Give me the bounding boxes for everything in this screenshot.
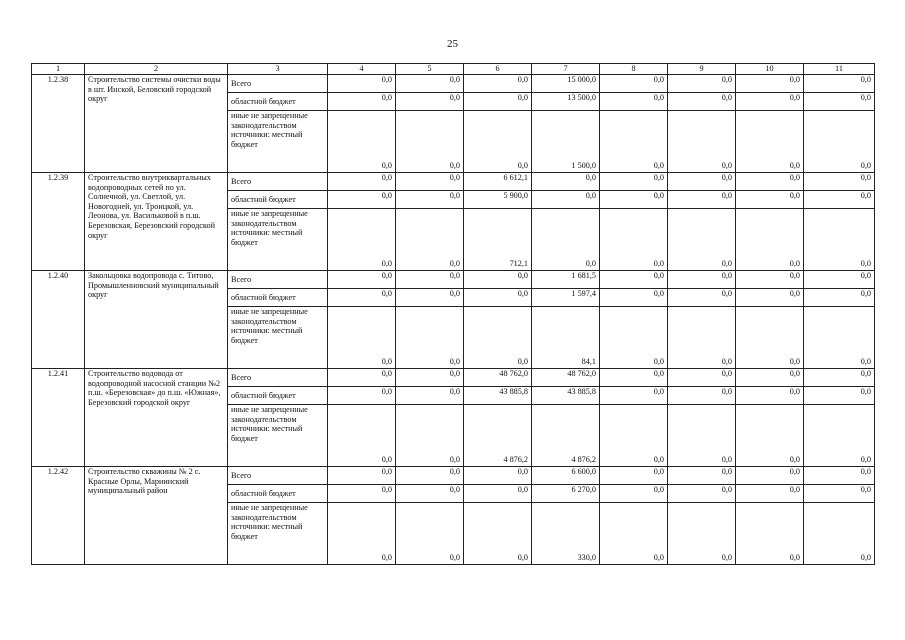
amount-cell: 0,0 [328, 271, 396, 289]
table-row [32, 271, 875, 289]
amount-cell: 0,0 [804, 503, 875, 565]
amount-cell: 0,0 [736, 209, 804, 271]
amount-cell: 0,0 [464, 467, 532, 485]
amount-cell: 0,0 [736, 289, 804, 307]
amount-cell: 0,0 [668, 75, 736, 93]
amount-cell: 0,0 [396, 289, 464, 307]
amount-cell: 0,0 [736, 485, 804, 503]
amount-cell: 0,0 [736, 111, 804, 173]
amount-cell: 0,0 [328, 111, 396, 173]
funding-source: Всего [228, 467, 328, 485]
amount-cell: 0,0 [464, 111, 532, 173]
amount-cell: 0,0 [736, 503, 804, 565]
amount-cell: 0,0 [804, 405, 875, 467]
column-number: 2 [85, 64, 228, 75]
page-number: 25 [447, 38, 458, 50]
item-code: 1.2.41 [32, 369, 85, 467]
amount-cell: 0,0 [600, 307, 668, 369]
amount-cell: 0,0 [532, 209, 600, 271]
amount-cell: 0,0 [668, 93, 736, 111]
table-row [32, 173, 875, 191]
amount-cell: 0,0 [600, 209, 668, 271]
amount-cell: 0,0 [396, 271, 464, 289]
amount-cell: 0,0 [600, 503, 668, 565]
amount-cell: 0,0 [396, 75, 464, 93]
amount-cell: 0,0 [464, 485, 532, 503]
amount-cell: 0,0 [328, 173, 396, 191]
amount-cell: 712,1 [464, 209, 532, 271]
amount-cell: 0,0 [396, 209, 464, 271]
amount-cell: 1 681,5 [532, 271, 600, 289]
amount-cell: 4 876,2 [532, 405, 600, 467]
budget-table [31, 63, 875, 565]
amount-cell: 0,0 [668, 405, 736, 467]
amount-cell: 0,0 [328, 405, 396, 467]
amount-cell: 0,0 [600, 405, 668, 467]
amount-cell: 0,0 [328, 369, 396, 387]
amount-cell: 0,0 [804, 173, 875, 191]
funding-source: иные не запрещенные законодательством источники: местный бюджет [228, 503, 328, 565]
amount-cell: 0,0 [804, 307, 875, 369]
amount-cell: 0,0 [600, 93, 668, 111]
amount-cell: 0,0 [464, 307, 532, 369]
column-number: 10 [736, 64, 804, 75]
funding-source: областной бюджет [228, 93, 328, 111]
amount-cell: 0,0 [668, 485, 736, 503]
item-code: 1.2.42 [32, 467, 85, 565]
funding-source: областной бюджет [228, 289, 328, 307]
amount-cell: 0,0 [668, 209, 736, 271]
amount-cell: 13 500,0 [532, 93, 600, 111]
amount-cell: 0,0 [804, 289, 875, 307]
amount-cell: 0,0 [396, 485, 464, 503]
amount-cell: 1 500,0 [532, 111, 600, 173]
amount-cell: 0,0 [396, 467, 464, 485]
amount-cell: 0,0 [328, 467, 396, 485]
amount-cell: 43 885,8 [464, 387, 532, 405]
amount-cell: 43 885,8 [532, 387, 600, 405]
column-number: 9 [668, 64, 736, 75]
amount-cell: 0,0 [328, 289, 396, 307]
amount-cell: 0,0 [328, 485, 396, 503]
amount-cell: 6 612,1 [464, 173, 532, 191]
item-code: 1.2.40 [32, 271, 85, 369]
amount-cell: 0,0 [600, 467, 668, 485]
funding-source: областной бюджет [228, 485, 328, 503]
amount-cell: 0,0 [396, 173, 464, 191]
column-number: 7 [532, 64, 600, 75]
amount-cell: 0,0 [804, 271, 875, 289]
item-code: 1.2.38 [32, 75, 85, 173]
amount-cell: 0,0 [396, 405, 464, 467]
item-name: Строительство системы очистки воды в шт. Инской, Беловский городской округ [85, 75, 228, 173]
funding-source: иные не запрещенные законодательством источники: местный бюджет [228, 405, 328, 467]
item-name: Строительство водовода от водопроводной насосной станции №2 п.ш. «Березовская» до п.ш. «Южная», Березовский городской округ [85, 369, 228, 467]
item-code: 1.2.39 [32, 173, 85, 271]
amount-cell: 1 597,4 [532, 289, 600, 307]
amount-cell: 0,0 [464, 503, 532, 565]
table-row [32, 75, 875, 93]
amount-cell: 6 270,0 [532, 485, 600, 503]
amount-cell: 0,0 [736, 387, 804, 405]
amount-cell: 48 762,0 [532, 369, 600, 387]
amount-cell: 0,0 [736, 93, 804, 111]
item-name: Закольцовка водопровода с. Титово, Промышленновский муниципальный округ [85, 271, 228, 369]
item-name: Строительство скважины № 2 с. Красные Орлы, Мариинский муниципальный район [85, 467, 228, 565]
amount-cell: 0,0 [804, 75, 875, 93]
amount-cell: 0,0 [668, 271, 736, 289]
amount-cell: 0,0 [804, 369, 875, 387]
amount-cell: 0,0 [600, 191, 668, 209]
amount-cell: 0,0 [668, 387, 736, 405]
amount-cell: 5 900,0 [464, 191, 532, 209]
funding-source: областной бюджет [228, 191, 328, 209]
amount-cell: 0,0 [804, 209, 875, 271]
amount-cell: 0,0 [532, 173, 600, 191]
amount-cell: 0,0 [668, 503, 736, 565]
amount-cell: 0,0 [600, 485, 668, 503]
amount-cell: 0,0 [328, 503, 396, 565]
amount-cell: 0,0 [464, 271, 532, 289]
amount-cell: 0,0 [328, 387, 396, 405]
table-row [32, 369, 875, 387]
column-number: 3 [228, 64, 328, 75]
amount-cell: 0,0 [736, 405, 804, 467]
funding-source: иные не запрещенные законодательством источники: местный бюджет [228, 209, 328, 271]
amount-cell: 0,0 [736, 173, 804, 191]
amount-cell: 0,0 [804, 485, 875, 503]
column-number: 6 [464, 64, 532, 75]
amount-cell: 0,0 [396, 111, 464, 173]
amount-cell: 0,0 [804, 387, 875, 405]
amount-cell: 0,0 [736, 307, 804, 369]
amount-cell: 0,0 [328, 93, 396, 111]
amount-cell: 0,0 [396, 191, 464, 209]
column-number: 11 [804, 64, 875, 75]
amount-cell: 0,0 [668, 307, 736, 369]
amount-cell: 0,0 [396, 93, 464, 111]
amount-cell: 0,0 [600, 111, 668, 173]
amount-cell: 0,0 [328, 75, 396, 93]
funding-source: Всего [228, 271, 328, 289]
amount-cell: 0,0 [668, 111, 736, 173]
amount-cell: 0,0 [464, 93, 532, 111]
amount-cell: 330,0 [532, 503, 600, 565]
amount-cell: 0,0 [804, 93, 875, 111]
column-number: 1 [32, 64, 85, 75]
amount-cell: 0,0 [600, 173, 668, 191]
amount-cell: 0,0 [736, 75, 804, 93]
amount-cell: 0,0 [736, 369, 804, 387]
amount-cell: 0,0 [668, 173, 736, 191]
amount-cell: 15 000,0 [532, 75, 600, 93]
amount-cell: 0,0 [804, 191, 875, 209]
amount-cell: 4 876,2 [464, 405, 532, 467]
amount-cell: 0,0 [804, 467, 875, 485]
amount-cell: 0,0 [600, 271, 668, 289]
amount-cell: 0,0 [532, 191, 600, 209]
amount-cell: 0,0 [328, 191, 396, 209]
amount-cell: 0,0 [668, 191, 736, 209]
funding-source: Всего [228, 369, 328, 387]
amount-cell: 0,0 [396, 503, 464, 565]
funding-source: областной бюджет [228, 387, 328, 405]
amount-cell: 0,0 [464, 75, 532, 93]
amount-cell: 0,0 [328, 307, 396, 369]
amount-cell: 0,0 [668, 289, 736, 307]
funding-source: иные не запрещенные законодательством источники: местный бюджет [228, 111, 328, 173]
amount-cell: 0,0 [464, 289, 532, 307]
item-name: Строительство внутриквартальных водопроводных сетей по ул. Солнечной, ул. Светлой, ул. Новогодней, ул. Троицкой, ул. Леонова, ул. Васильковой в п.ш. Березовская, Березовский городской округ [85, 173, 228, 271]
amount-cell: 6 600,0 [532, 467, 600, 485]
amount-cell: 0,0 [396, 387, 464, 405]
funding-source: Всего [228, 75, 328, 93]
amount-cell: 0,0 [668, 369, 736, 387]
amount-cell: 0,0 [600, 289, 668, 307]
amount-cell: 0,0 [600, 387, 668, 405]
table-row [32, 467, 875, 485]
funding-source: иные не запрещенные законодательством источники: местный бюджет [228, 307, 328, 369]
amount-cell: 0,0 [328, 209, 396, 271]
amount-cell: 0,0 [396, 369, 464, 387]
amount-cell: 84,1 [532, 307, 600, 369]
amount-cell: 0,0 [736, 191, 804, 209]
amount-cell: 0,0 [736, 467, 804, 485]
amount-cell: 0,0 [668, 467, 736, 485]
amount-cell: 0,0 [736, 271, 804, 289]
amount-cell: 0,0 [396, 307, 464, 369]
column-number-row [32, 64, 875, 75]
amount-cell: 48 762,0 [464, 369, 532, 387]
amount-cell: 0,0 [600, 75, 668, 93]
column-number: 8 [600, 64, 668, 75]
funding-source: Всего [228, 173, 328, 191]
column-number: 5 [396, 64, 464, 75]
amount-cell: 0,0 [600, 369, 668, 387]
amount-cell: 0,0 [804, 111, 875, 173]
column-number: 4 [328, 64, 396, 75]
